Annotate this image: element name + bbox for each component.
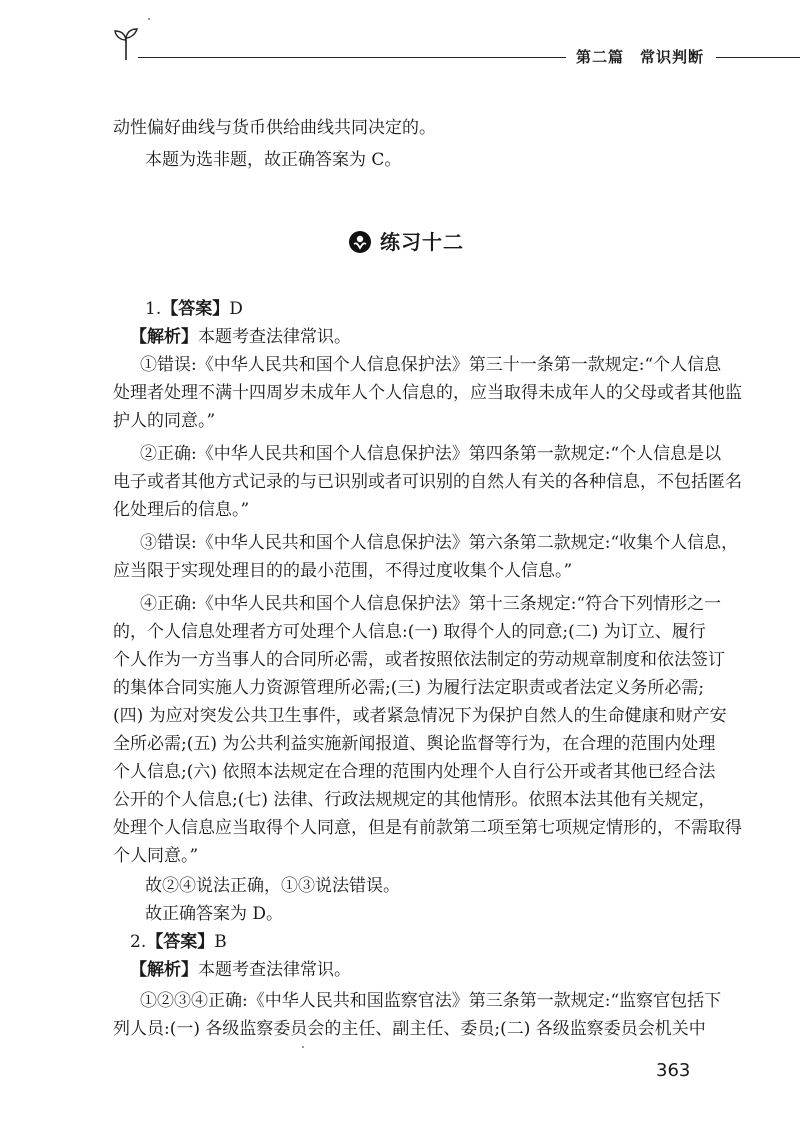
- body-line: ③错误:《中华人民共和国个人信息保护法》第六条第二款规定:“收集个人信息，: [140, 533, 739, 553]
- body-line: 处理者处理不满十四周岁未成年人个人信息的，应当取得未成年人的父母或者其他监: [113, 383, 742, 403]
- body-line: 护人的同意。”: [113, 411, 216, 431]
- body-line: 动性偏好曲线与货币供给曲线共同决定的。: [113, 118, 436, 138]
- body-line: 化处理后的信息。”: [113, 500, 250, 520]
- body-line: 电子或者其他方式记录的与已识别或者可识别的自然人有关的各种信息，不包括匿名: [113, 472, 742, 492]
- header-rule: [138, 57, 566, 58]
- analysis-line: [130, 957, 351, 983]
- analysis-line: [130, 324, 351, 350]
- body-line: ②正确:《中华人民共和国个人信息保护法》第四条第一款规定:“个人信息是以: [140, 444, 722, 464]
- answer-tag: 【答案】: [146, 932, 215, 952]
- question-number: 1.: [145, 299, 162, 319]
- question-number: 2.: [130, 932, 147, 952]
- body-line: 故正确答案为 D。: [145, 904, 284, 924]
- flower-badge-icon: [348, 230, 372, 254]
- body-line: 的集体合同实施人力资源管理所必需;(三) 为履行法定职责或者法定义务所必需;: [113, 678, 705, 698]
- body-line: 公开的个人信息;(七) 法律、行政法规规定的其他情形。依照本法其他有关规定，: [113, 790, 716, 810]
- sprout-icon: [112, 26, 140, 62]
- answer-tag: 【答案】: [161, 299, 230, 319]
- page-number: 363: [656, 1060, 691, 1081]
- body-line: 个人作为一方当事人的合同所必需，或者按照依法制定的劳动规章制度和依法签订: [113, 650, 725, 670]
- question-answer-line: [130, 929, 227, 955]
- section-title: 第二篇 常识判断: [576, 48, 705, 66]
- body-line: 全所必需;(五) 为公共利益实施新闻报道、舆论监督等行为，在合理的范围内处理: [113, 734, 716, 754]
- body-line: (四) 为应对突发公共卫生事件，或者紧急情况下为保护自然人的生命健康和财产安: [113, 706, 727, 726]
- analysis-text: 本题考查法律常识。: [198, 327, 351, 347]
- scan-speck: [302, 1046, 304, 1048]
- body-line: ①②③④正确:《中华人民共和国监察官法》第三条第一款规定:“监察官包括下: [140, 991, 722, 1011]
- body-line: 的，个人信息处理者方可处理个人信息:(一) 取得个人的同意;(二) 为订立、履行: [113, 622, 706, 642]
- body-line: ④正确:《中华人民共和国个人信息保护法》第十三条规定:“符合下列情形之一: [140, 594, 722, 614]
- analysis-text: 本题考查法律常识。: [198, 960, 351, 980]
- body-line: ①错误:《中华人民共和国个人信息保护法》第三十一条第一款规定:“个人信息: [140, 355, 722, 375]
- analysis-tag: 【解析】: [130, 327, 198, 347]
- exercise-title: 练习十二: [380, 230, 464, 254]
- body-line: 列人员:(一) 各级监察委员会的主任、副主任、委员;(二) 各级监察委员会机关中: [113, 1019, 706, 1039]
- body-line: 本题为选非题，故正确答案为 C。: [145, 150, 402, 170]
- body-line: 个人同意。”: [113, 846, 199, 866]
- body-line: 故②④说法正确，①③说法错误。: [145, 876, 400, 896]
- analysis-tag: 【解析】: [130, 960, 198, 980]
- body-line: 应当限于实现处理目的的最小范围，不得过度收集个人信息。”: [113, 561, 573, 581]
- scan-speck: [148, 18, 150, 20]
- answer-value: B: [214, 932, 227, 952]
- body-line: 个人信息;(六) 依照本法规定在合理的范围内处理个人自行公开或者其他已经合法: [113, 762, 716, 782]
- body-line: 处理个人信息应当取得个人同意，但是有前款第二项至第七项规定情形的，不需取得: [113, 818, 742, 838]
- header-rule: [716, 57, 800, 58]
- answer-value: D: [229, 299, 243, 319]
- question-answer-line: [145, 296, 243, 322]
